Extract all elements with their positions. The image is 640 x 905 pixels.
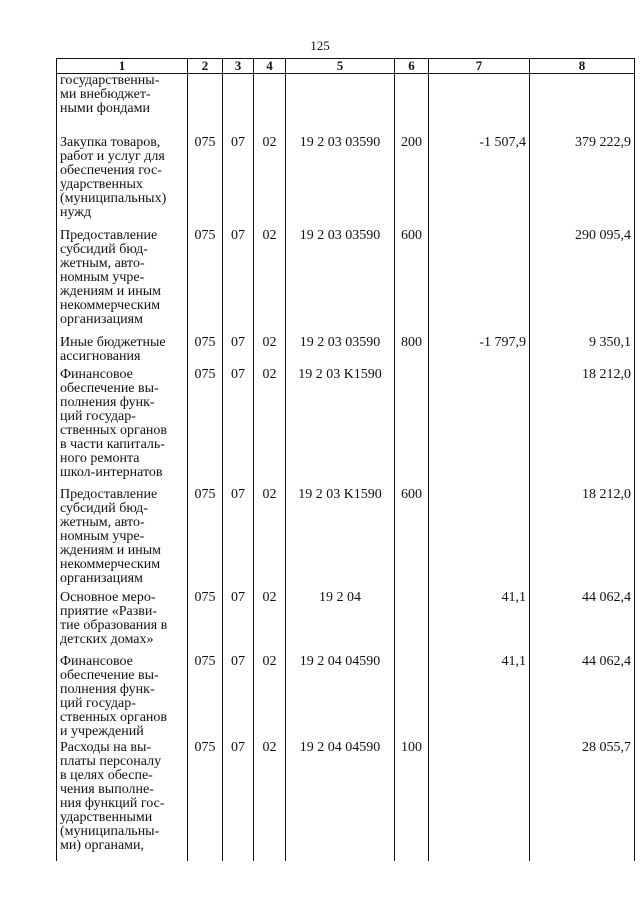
header-cell: 2 bbox=[188, 59, 223, 74]
col-3-value: 07 bbox=[223, 488, 254, 591]
change-amount bbox=[429, 741, 530, 861]
total-amount: 9 350,1 bbox=[530, 336, 635, 368]
budget-table bbox=[56, 58, 635, 861]
col-2-value: 075 bbox=[188, 229, 223, 336]
table-row bbox=[57, 368, 635, 488]
col-4-value: 02 bbox=[254, 741, 286, 861]
change-amount: -1 797,9 bbox=[429, 336, 530, 368]
col-3-value: 07 bbox=[223, 591, 254, 655]
row-description: государственны- ми внебюджет- ными фондами bbox=[57, 74, 188, 137]
expense-type bbox=[395, 74, 429, 137]
target-code bbox=[286, 74, 395, 137]
header-cell: 1 bbox=[57, 59, 188, 74]
row-description: Основное меро- приятие «Разви- тие образования в детских домах» bbox=[57, 591, 188, 655]
row-description: Предоставление субсидий бюд- жетным, авто- номным учре- ждениям и иным некоммерческим организациям bbox=[57, 488, 188, 591]
col-3-value: 07 bbox=[223, 741, 254, 861]
col-2-value: 075 bbox=[188, 368, 223, 488]
header-row bbox=[57, 59, 635, 74]
target-code: 19 2 03 K1590 bbox=[286, 368, 395, 488]
row-description: Финансовое обеспечение вы- полнения функ- ций государ- ственных органов в части капиталь- ного ремонта школ-интернатов bbox=[57, 368, 188, 488]
total-amount: 290 095,4 bbox=[530, 229, 635, 336]
total-amount: 379 222,9 bbox=[530, 136, 635, 229]
expense-type: 200 bbox=[395, 136, 429, 229]
col-4-value: 02 bbox=[254, 336, 286, 368]
table-row bbox=[57, 229, 635, 336]
row-description: Предоставление субсидий бюд- жетным, авто- номным учре- ждениям и иным некоммерческим организациям bbox=[57, 229, 188, 336]
col-2-value bbox=[188, 74, 223, 137]
header-cell: 4 bbox=[254, 59, 286, 74]
table-row bbox=[57, 591, 635, 655]
table-row bbox=[57, 655, 635, 741]
total-amount: 18 212,0 bbox=[530, 488, 635, 591]
total-amount bbox=[530, 74, 635, 137]
page-number: 125 bbox=[310, 38, 330, 53]
col-2-value: 075 bbox=[188, 336, 223, 368]
row-description: Иные бюджетные ассигнования bbox=[57, 336, 188, 368]
col-4-value bbox=[254, 74, 286, 137]
col-4-value: 02 bbox=[254, 488, 286, 591]
col-3-value: 07 bbox=[223, 229, 254, 336]
target-code: 19 2 04 04590 bbox=[286, 655, 395, 741]
expense-type: 600 bbox=[395, 488, 429, 591]
table-row bbox=[57, 336, 635, 368]
expense-type: 800 bbox=[395, 336, 429, 368]
col-2-value: 075 bbox=[188, 488, 223, 591]
header-cell: 6 bbox=[395, 59, 429, 74]
header-cell: 5 bbox=[286, 59, 395, 74]
total-amount: 28 055,7 bbox=[530, 741, 635, 861]
change-amount bbox=[429, 488, 530, 591]
table-row bbox=[57, 488, 635, 591]
target-code: 19 2 03 K1590 bbox=[286, 488, 395, 591]
col-2-value: 075 bbox=[188, 741, 223, 861]
total-amount: 44 062,4 bbox=[530, 655, 635, 741]
table-row bbox=[57, 136, 635, 229]
target-code: 19 2 03 03590 bbox=[286, 336, 395, 368]
target-code: 19 2 04 bbox=[286, 591, 395, 655]
row-description: Финансовое обеспечение вы- полнения функ- ций государ- ственных органов и учреждений bbox=[57, 655, 188, 741]
total-amount: 18 212,0 bbox=[530, 368, 635, 488]
col-3-value: 07 bbox=[223, 136, 254, 229]
change-amount: 41,1 bbox=[429, 591, 530, 655]
change-amount: -1 507,4 bbox=[429, 136, 530, 229]
col-2-value: 075 bbox=[188, 591, 223, 655]
col-2-value: 075 bbox=[188, 655, 223, 741]
col-4-value: 02 bbox=[254, 229, 286, 336]
expense-type bbox=[395, 655, 429, 741]
col-3-value: 07 bbox=[223, 368, 254, 488]
expense-type: 100 bbox=[395, 741, 429, 861]
expense-type bbox=[395, 368, 429, 488]
total-amount: 44 062,4 bbox=[530, 591, 635, 655]
col-3-value: 07 bbox=[223, 655, 254, 741]
col-2-value: 075 bbox=[188, 136, 223, 229]
change-amount bbox=[429, 229, 530, 336]
expense-type: 600 bbox=[395, 229, 429, 336]
col-4-value: 02 bbox=[254, 591, 286, 655]
row-description: Закупка товаров, работ и услуг для обеспечения гос- ударственных (муниципальных) нужд bbox=[57, 136, 188, 229]
table-row bbox=[57, 741, 635, 861]
header-cell: 8 bbox=[530, 59, 635, 74]
expense-type bbox=[395, 591, 429, 655]
target-code: 19 2 03 03590 bbox=[286, 229, 395, 336]
target-code: 19 2 03 03590 bbox=[286, 136, 395, 229]
col-4-value: 02 bbox=[254, 368, 286, 488]
col-3-value: 07 bbox=[223, 336, 254, 368]
col-3-value bbox=[223, 74, 254, 137]
target-code: 19 2 04 04590 bbox=[286, 741, 395, 861]
row-description: Расходы на вы- платы персоналу в целях обеспе- чения выполне- ния функций гос- ударственными (муниципальны- ми) органами, bbox=[57, 741, 188, 861]
col-4-value: 02 bbox=[254, 136, 286, 229]
header-cell: 3 bbox=[223, 59, 254, 74]
change-amount bbox=[429, 74, 530, 137]
table-row bbox=[57, 74, 635, 137]
col-4-value: 02 bbox=[254, 655, 286, 741]
header-cell: 7 bbox=[429, 59, 530, 74]
change-amount: 41,1 bbox=[429, 655, 530, 741]
change-amount bbox=[429, 368, 530, 488]
